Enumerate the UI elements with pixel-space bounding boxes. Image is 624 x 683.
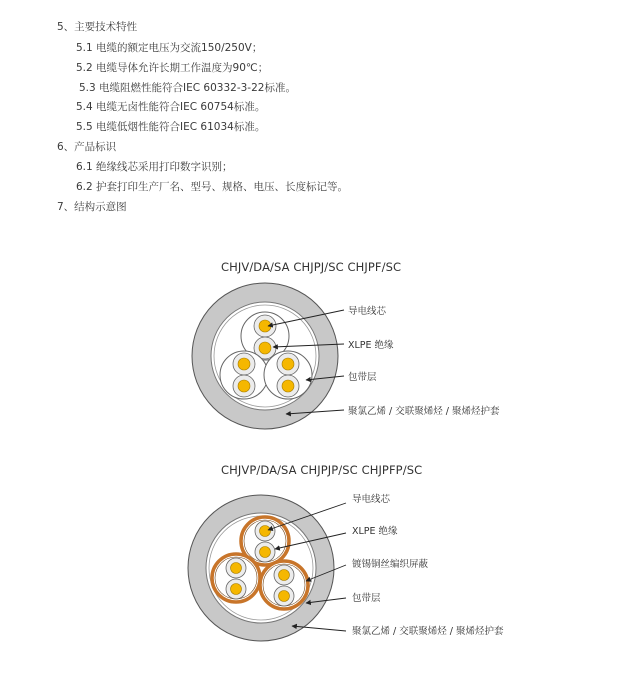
- spec-item-5-5: 5.5 电缆低烟性能符合IEC 61034标准。: [76, 121, 266, 133]
- spec-item-6-1: 6.1 绝缘线芯采用打印数字识别；: [76, 161, 233, 173]
- label-tape-2: 包带层: [352, 593, 381, 604]
- spec-item-5-4: 5.4 电缆无卤性能符合IEC 60754标准。: [76, 101, 266, 113]
- spec-item-5-1: 5.1 电缆的额定电压为交流150/250V；: [76, 42, 263, 54]
- label-sheath-1: 聚氯乙烯 / 交联聚烯烃 / 聚烯烃护套: [348, 406, 500, 417]
- shielded-pair-left: [212, 554, 260, 602]
- conductor: [282, 358, 294, 370]
- conductor: [259, 342, 271, 354]
- label-conductor-2: 导电线芯: [352, 494, 391, 505]
- label-shield-2: 镀锡铜丝编织屏蔽: [352, 559, 429, 570]
- cable-cross-section-2: [188, 495, 334, 641]
- conductor: [279, 591, 290, 602]
- twisted-pair-left: [220, 351, 268, 399]
- section-7-heading: 7、结构示意图: [57, 201, 127, 213]
- conductor: [282, 380, 294, 392]
- label-sheath-2: 聚氯乙烯 / 交联聚烯烃 / 聚烯烃护套: [352, 626, 504, 637]
- label-tape-1: 包带层: [348, 372, 377, 383]
- conductor: [231, 584, 242, 595]
- twisted-pair-right: [264, 351, 312, 399]
- shielded-pair-right: [260, 561, 308, 609]
- section-6-heading: 6、产品标识: [57, 141, 117, 153]
- label-conductor-1: 导电线芯: [348, 306, 387, 317]
- figure-2-title: CHJVP/DA/SA CHJPJP/SC CHJPFP/SC: [221, 463, 423, 477]
- conductor: [260, 547, 271, 558]
- conductor: [231, 563, 242, 574]
- conductor: [260, 526, 271, 537]
- section-5-heading: 5、主要技术特性: [57, 21, 138, 33]
- conductor: [238, 380, 250, 392]
- conductor: [238, 358, 250, 370]
- spec-item-5-3: 5.3 电缆阻燃性能符合IEC 60332-3-22标准。: [79, 82, 296, 94]
- cable-cross-section-1: [192, 283, 338, 429]
- figure-1-title: CHJV/DA/SA CHJPJ/SC CHJPF/SC: [221, 260, 402, 274]
- spec-item-5-2: 5.2 电缆导体允许长期工作温度为90℃；: [76, 62, 269, 74]
- spec-item-6-2: 6.2 护套打印生产厂名、型号、规格、电压、长度标记等。: [76, 181, 349, 193]
- conductor: [279, 570, 290, 581]
- label-insulation-2: XLPE 绝缘: [352, 526, 398, 537]
- label-insulation-1: XLPE 绝缘: [348, 340, 394, 351]
